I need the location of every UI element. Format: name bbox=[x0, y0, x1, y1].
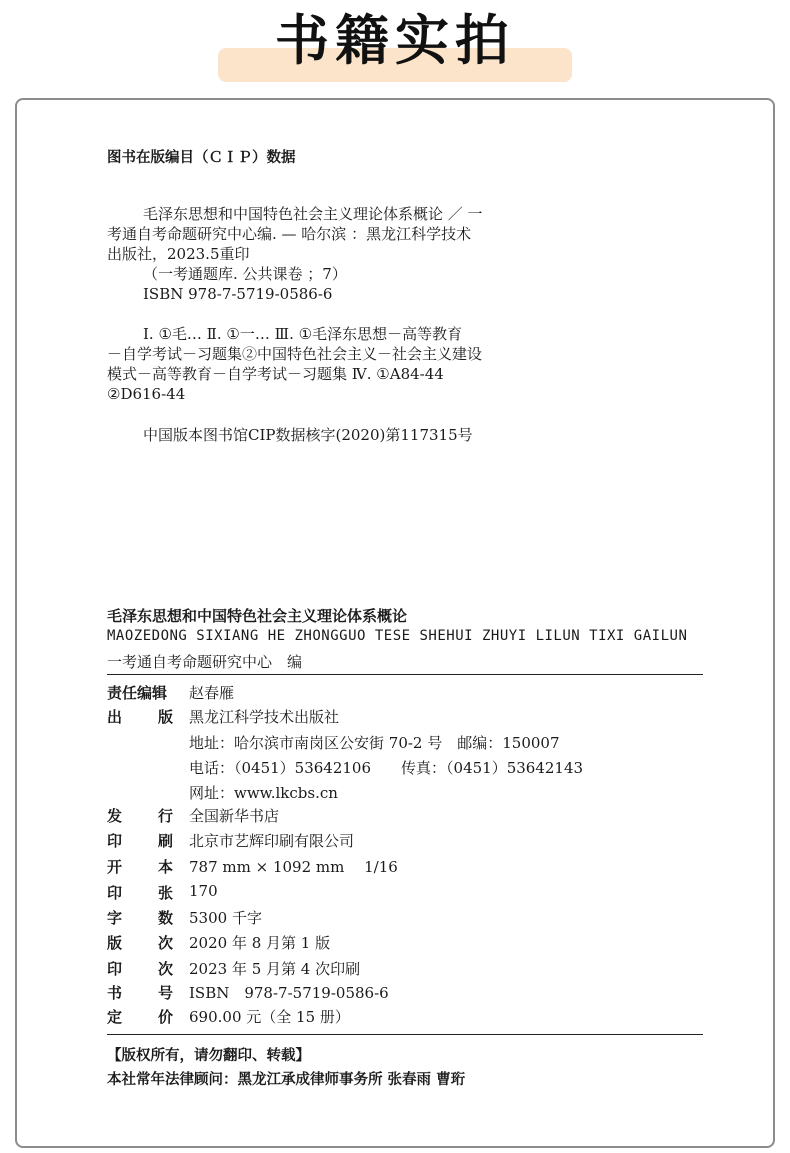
info-label: 印 次 bbox=[107, 960, 173, 978]
info-label: 定 价 bbox=[107, 1008, 173, 1026]
copyright-notice: 【版权所有，请勿翻印、转载】 bbox=[107, 1048, 310, 1064]
cip-subjects bbox=[107, 324, 482, 404]
legal-counsel: 本社常年法律顾问：黑龙江承成律师事务所 张春雨 曹珩 bbox=[107, 1072, 466, 1088]
info-value: 2020 年 8 月第 1 版 bbox=[189, 934, 331, 952]
info-value: 2023 年 5 月第 4 次印刷 bbox=[189, 960, 361, 978]
cip-entry-line: 出版社，2023.5重印 bbox=[107, 245, 250, 263]
info-value: 690.00 元（全 15 册） bbox=[189, 1008, 350, 1026]
info-value: 赵春雁 bbox=[189, 684, 235, 702]
info-label: 印 刷 bbox=[107, 832, 173, 850]
cip-subject-line: －自学考试－习题集②中国特色社会主义－社会主义建设 bbox=[107, 345, 483, 363]
info-value: 787 mm × 1092 mm 1/16 bbox=[189, 858, 398, 876]
info-value: 全国新华书店 bbox=[189, 807, 280, 825]
cip-entry-line: ISBN 978-7-5719-0586-6 bbox=[143, 285, 333, 303]
info-label: 书 号 bbox=[107, 984, 173, 1002]
info-label: 发 行 bbox=[107, 807, 173, 825]
book-title-pinyin: MAOZEDONG SIXIANG HE ZHONGGUO TESE SHEHUI ZHUYI LILUN TIXI GAILUN bbox=[107, 628, 688, 644]
info-value: 5300 千字 bbox=[189, 909, 262, 927]
info-value: 170 bbox=[189, 882, 218, 900]
cip-subject-line: 模式－高等教育－自学考试－习题集 Ⅳ. ①A84-44 bbox=[107, 365, 444, 383]
book-title: 毛泽东思想和中国特色社会主义理论体系概论 bbox=[107, 607, 408, 625]
info-label: 字 数 bbox=[107, 909, 173, 927]
cip-heading: 图书在版编目（ＣＩＰ）数据 bbox=[107, 150, 296, 166]
banner-title: 书籍实拍 bbox=[275, 9, 515, 72]
divider-top bbox=[107, 674, 703, 675]
cip-entry bbox=[107, 204, 483, 304]
cip-entry-line: 毛泽东思想和中国特色社会主义理论体系概论 ／ 一 bbox=[143, 205, 483, 223]
info-value: 北京市艺辉印刷有限公司 bbox=[189, 832, 355, 850]
info-label: 责任编辑 bbox=[107, 684, 168, 702]
cip-entry-line: （一考通题库. 公共课卷 ；7） bbox=[143, 265, 347, 283]
info-value: ISBN 978-7-5719-0586-6 bbox=[189, 984, 389, 1002]
divider-bottom bbox=[107, 1034, 703, 1035]
info-label: 版 次 bbox=[107, 934, 173, 952]
cip-subject-line: ②D616-44 bbox=[107, 385, 186, 403]
book-editor: 一考通自考命题研究中心 编 bbox=[107, 653, 303, 671]
info-label: 出 版 bbox=[107, 708, 173, 726]
cip-entry-line: 考通自考命题研究中心编. — 哈尔滨 ：黑龙江科学技术 bbox=[107, 225, 472, 243]
cip-approval: 中国版本图书馆CIP数据核字(2020)第117315号 bbox=[143, 426, 473, 444]
info-label: 开 本 bbox=[107, 858, 173, 876]
cip-subject-line: Ⅰ. ①毛… Ⅱ. ①一… Ⅲ. ①毛泽东思想－高等教育 bbox=[143, 325, 463, 343]
info-value: 黑龙江科学技术出版社 bbox=[189, 708, 340, 726]
info-label: 印 张 bbox=[107, 884, 173, 902]
